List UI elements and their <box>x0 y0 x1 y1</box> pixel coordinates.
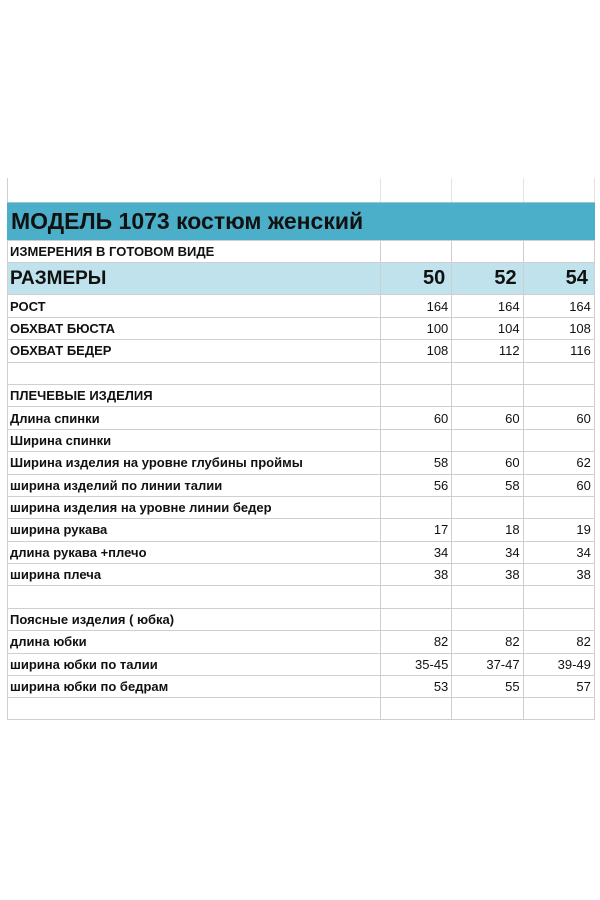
row-label[interactable]: ОБХВАТ БЮСТА <box>7 318 381 339</box>
blank-cell[interactable] <box>524 241 595 262</box>
row-label[interactable]: ширина юбки по талии <box>7 654 381 675</box>
value-cell[interactable] <box>381 430 452 451</box>
row-label[interactable]: Поясные изделия ( юбка) <box>7 609 381 630</box>
value-cell[interactable] <box>524 586 595 607</box>
value-cell[interactable]: 82 <box>452 631 523 652</box>
value-cell[interactable] <box>381 698 452 718</box>
row-label[interactable]: Ширина изделия на уровне глубины проймы <box>7 452 381 473</box>
value-cell[interactable] <box>452 497 523 518</box>
blank-cell[interactable] <box>381 241 452 262</box>
value-cell[interactable]: 57 <box>524 676 595 697</box>
size-chart-table <box>7 178 595 720</box>
table-row <box>7 541 595 563</box>
sizes-header-row <box>7 262 595 294</box>
table-row <box>7 563 595 585</box>
value-cell[interactable] <box>524 698 595 718</box>
value-cell[interactable] <box>524 609 595 630</box>
row-label[interactable]: ширина юбки по бедрам <box>7 676 381 697</box>
value-cell[interactable] <box>381 586 452 607</box>
value-cell[interactable] <box>381 385 452 406</box>
table-row <box>7 585 595 607</box>
value-cell[interactable] <box>452 385 523 406</box>
value-cell[interactable]: 164 <box>452 295 523 316</box>
table-subtitle[interactable]: ИЗМЕРЕНИЯ В ГОТОВОМ ВИДЕ <box>7 241 381 262</box>
value-cell[interactable]: 60 <box>381 407 452 428</box>
table-row <box>7 697 595 719</box>
row-label[interactable]: ОБХВАТ БЕДЕР <box>7 340 381 361</box>
row-label[interactable]: РОСТ <box>7 295 381 316</box>
table-row <box>7 451 595 473</box>
value-cell[interactable]: 58 <box>452 475 523 496</box>
row-label[interactable]: ширина изделия на уровне линии бедер <box>7 497 381 518</box>
value-cell[interactable]: 39-49 <box>524 654 595 675</box>
title-row <box>7 202 595 240</box>
row-label[interactable] <box>7 586 381 607</box>
row-label[interactable]: ширина плеча <box>7 564 381 585</box>
row-label[interactable]: Длина спинки <box>7 407 381 428</box>
value-cell[interactable]: 164 <box>524 295 595 316</box>
size-50[interactable]: 50 <box>381 263 452 294</box>
table-row <box>7 518 595 540</box>
blank-cell[interactable] <box>452 178 523 202</box>
value-cell[interactable]: 60 <box>524 475 595 496</box>
blank-cell[interactable] <box>381 178 452 202</box>
value-cell[interactable] <box>524 430 595 451</box>
table-row <box>7 339 595 361</box>
value-cell[interactable]: 18 <box>452 519 523 540</box>
value-cell[interactable]: 38 <box>524 564 595 585</box>
value-cell[interactable] <box>524 363 595 384</box>
value-cell[interactable]: 34 <box>524 542 595 563</box>
value-cell[interactable] <box>381 609 452 630</box>
value-cell[interactable]: 55 <box>452 676 523 697</box>
blank-cell[interactable] <box>7 178 381 202</box>
value-cell[interactable] <box>381 363 452 384</box>
table-row <box>7 608 595 630</box>
value-cell[interactable]: 37-47 <box>452 654 523 675</box>
value-cell[interactable]: 60 <box>452 407 523 428</box>
value-cell[interactable]: 58 <box>381 452 452 473</box>
value-cell[interactable]: 82 <box>524 631 595 652</box>
value-cell[interactable]: 34 <box>381 542 452 563</box>
row-label[interactable]: Ширина спинки <box>7 430 381 451</box>
table-row <box>7 384 595 406</box>
value-cell[interactable] <box>524 497 595 518</box>
row-label[interactable]: ПЛЕЧЕВЫЕ ИЗДЕЛИЯ <box>7 385 381 406</box>
size-52[interactable]: 52 <box>452 263 523 294</box>
value-cell[interactable]: 35-45 <box>381 654 452 675</box>
value-cell[interactable]: 116 <box>524 340 595 361</box>
blank-header-row <box>7 178 595 202</box>
blank-cell[interactable] <box>452 241 523 262</box>
value-cell[interactable]: 56 <box>381 475 452 496</box>
value-cell[interactable]: 164 <box>381 295 452 316</box>
value-cell[interactable] <box>381 497 452 518</box>
value-cell[interactable] <box>452 609 523 630</box>
value-cell[interactable] <box>452 698 523 718</box>
value-cell[interactable] <box>452 586 523 607</box>
value-cell[interactable]: 112 <box>452 340 523 361</box>
row-label[interactable]: ширина рукава <box>7 519 381 540</box>
value-cell[interactable]: 34 <box>452 542 523 563</box>
table-row <box>7 496 595 518</box>
table-row <box>7 294 595 316</box>
table-row <box>7 429 595 451</box>
value-cell[interactable]: 17 <box>381 519 452 540</box>
table-row <box>7 653 595 675</box>
value-cell[interactable]: 53 <box>381 676 452 697</box>
value-cell[interactable]: 19 <box>524 519 595 540</box>
row-label[interactable]: длина юбки <box>7 631 381 652</box>
table-row <box>7 317 595 339</box>
table-row <box>7 630 595 652</box>
row-label[interactable]: ширина изделий по линии талии <box>7 475 381 496</box>
row-label[interactable] <box>7 698 381 718</box>
row-label[interactable]: длина рукава +плечо <box>7 542 381 563</box>
size-54[interactable]: 54 <box>524 263 595 294</box>
value-cell[interactable]: 38 <box>452 564 523 585</box>
value-cell[interactable]: 104 <box>452 318 523 339</box>
value-cell[interactable]: 108 <box>524 318 595 339</box>
table-row <box>7 362 595 384</box>
value-cell[interactable]: 100 <box>381 318 452 339</box>
value-cell[interactable] <box>452 363 523 384</box>
value-cell[interactable]: 38 <box>381 564 452 585</box>
value-cell[interactable]: 60 <box>452 452 523 473</box>
value-cell[interactable] <box>524 385 595 406</box>
value-cell[interactable] <box>452 430 523 451</box>
table-title[interactable]: МОДЕЛЬ 1073 костюм женский <box>11 208 364 234</box>
value-cell[interactable]: 82 <box>381 631 452 652</box>
value-cell[interactable]: 60 <box>524 407 595 428</box>
subtitle-row <box>7 240 595 262</box>
sizes-label[interactable]: РАЗМЕРЫ <box>7 263 381 294</box>
table-row <box>7 406 595 428</box>
table-row <box>7 474 595 496</box>
value-cell[interactable]: 108 <box>381 340 452 361</box>
table-row <box>7 675 595 697</box>
row-label[interactable] <box>7 363 381 384</box>
value-cell[interactable]: 62 <box>524 452 595 473</box>
blank-cell[interactable] <box>524 178 595 202</box>
